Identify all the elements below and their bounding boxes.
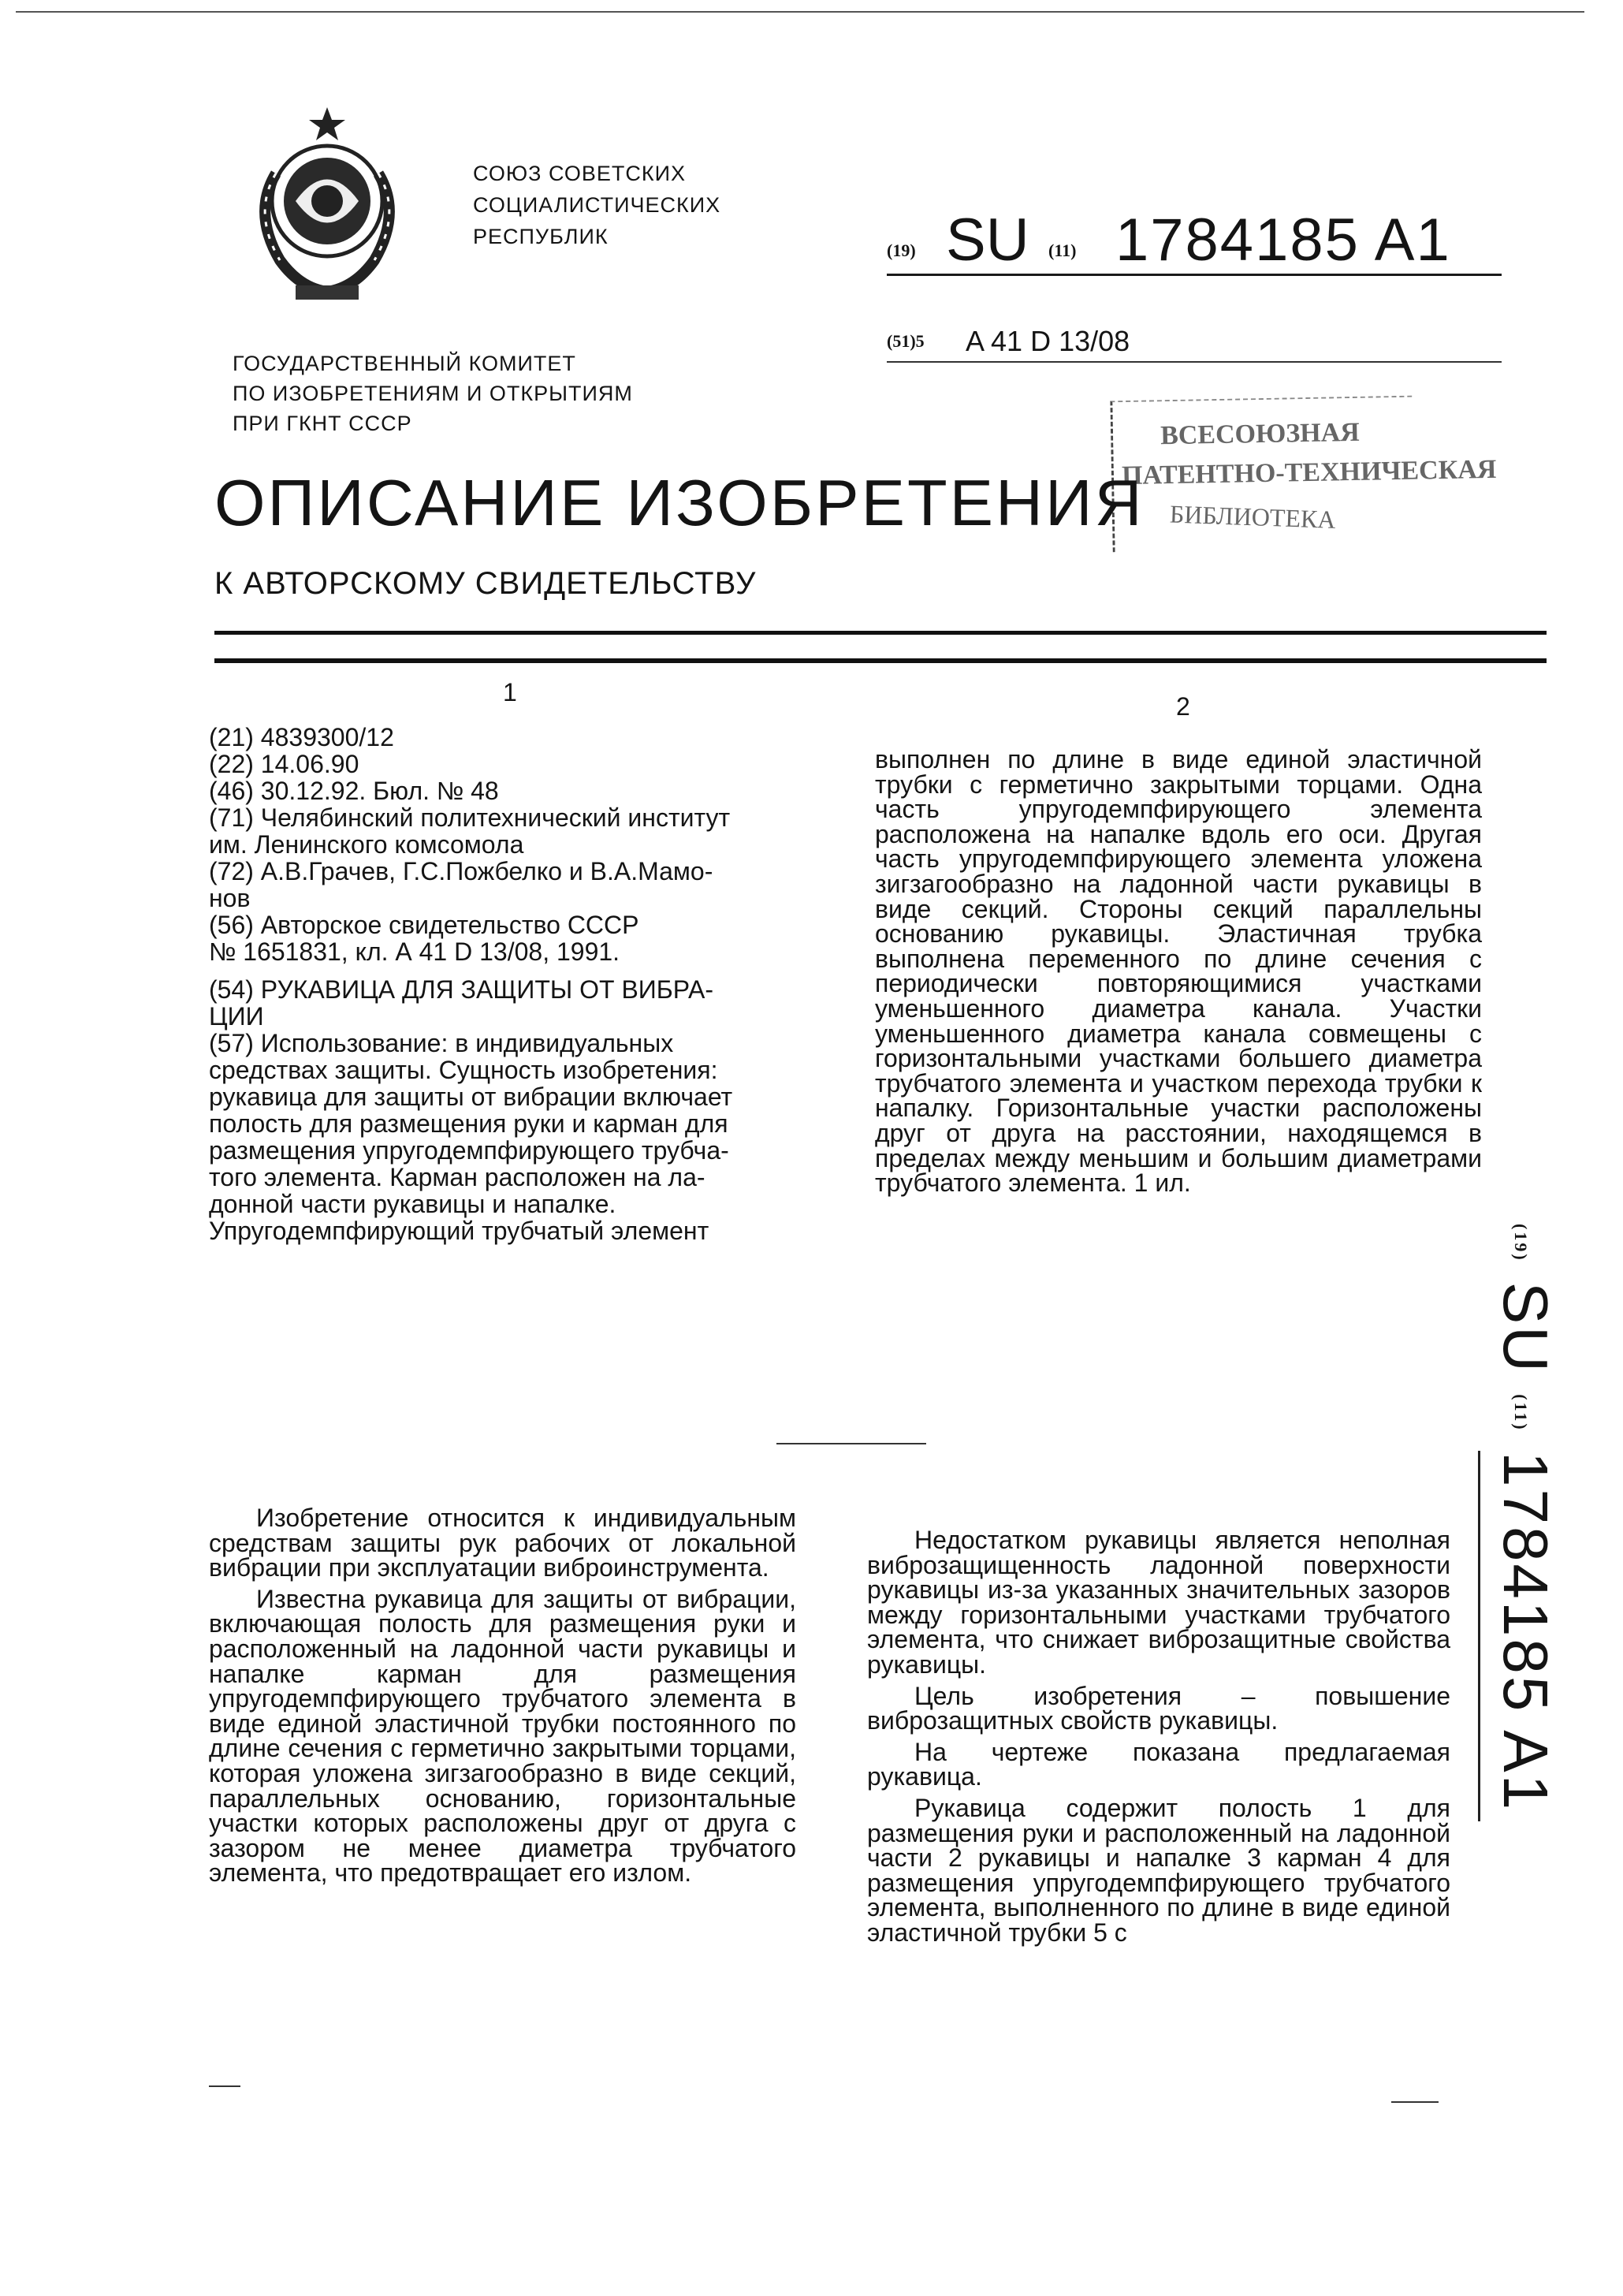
country-code: SU xyxy=(946,207,1029,274)
biblio-line: (46) 30.12.92. Бюл. № 48 xyxy=(209,777,499,805)
footer-dash xyxy=(209,2085,240,2087)
invention-title-line: (54) РУКАВИЦА ДЛЯ ЗАЩИТЫ ОТ ВИБРА- xyxy=(209,975,713,1004)
biblio-line: (72) А.В.Грачев, Г.С.Пожбелко и В.А.Мамо- xyxy=(209,857,713,885)
biblio-line: (71) Челябинский политехнический институт xyxy=(209,803,731,832)
biblio-line: (56) Авторское свидетельство СССР xyxy=(209,911,639,939)
column-number-right: 2 xyxy=(1176,692,1190,721)
biblio-line: им. Ленинского комсомола xyxy=(209,830,524,859)
side-number: 1784185 A1 xyxy=(1491,1451,1561,1813)
code-51: (51)5 xyxy=(887,331,925,351)
committee-name xyxy=(233,348,633,438)
invention-title-line: ЦИИ xyxy=(209,1002,264,1031)
stamp-line: БИБЛИОТЕКА xyxy=(1169,499,1337,534)
biblio-line: (22) 14.06.90 xyxy=(209,750,359,778)
side-code-11: (11) xyxy=(1511,1394,1532,1432)
abstract-line: донной части рукавицы и напалке. xyxy=(209,1190,616,1218)
abstract-line: (57) Использование: в индивидуальных xyxy=(209,1029,674,1057)
union-line: СОЮЗ СОВЕТСКИХ xyxy=(473,162,687,185)
abstract-line: размещения упругодемпфирующего трубча- xyxy=(209,1136,729,1165)
committee-line: ПРИ ГКНТ СССР xyxy=(233,412,412,435)
abstract-line: полость для размещения руки и карман для xyxy=(209,1109,728,1138)
header-rule xyxy=(214,658,1547,663)
bibliographic-column xyxy=(209,724,816,1244)
paragraph: Рукавица содержит полость 1 для размещения руки и расположенный на ладонной части 2 рукавицы и напалке 3 карман 4 для размещения упругодемпфирующего трубчатого элемента, выполненного по длине в виде единой эластичной трубки 5 с xyxy=(867,1793,1450,1947)
footer-dash xyxy=(1391,2101,1439,2103)
ussr-emblem-icon xyxy=(221,102,434,315)
abstract-line: рукавица для защиты от вибрации включает xyxy=(209,1083,733,1111)
column-number-left: 1 xyxy=(503,678,517,706)
side-number-rule xyxy=(1478,1451,1480,1821)
union-line: РЕСПУБЛИК xyxy=(473,225,609,248)
committee-line: ПО ИЗОБРЕТЕНИЯМ И ОТКРЫТИЯМ xyxy=(233,382,633,405)
side-patent-number xyxy=(1489,1224,1561,1813)
top-border-line xyxy=(16,11,1584,13)
biblio-line: нов xyxy=(209,884,251,912)
ipc-block xyxy=(887,323,1502,363)
paragraph: Изобретение относится к индивидуальным средствам защиты рук рабочих от локальной вибрации при эксплуатации виброинструмента. xyxy=(209,1504,796,1582)
section-separator xyxy=(776,1443,926,1444)
abstract-continuation: выполнен по длине в виде единой эластичной трубки с герметично закрытыми торцами. Одна часть упругодемпфирующего элемента расположена на напалке вдоль его оси. Другая часть упругодемпфирующего элемента уложена зигзагообразно на ладонной части рукавицы в виде секций. Стороны секций параллельны основанию рукавицы. Эластичная трубка выполнена переменного по длине сечения с периодически повторяющимися участками уменьшенного диаметра канала. Участки уменьшенного диаметра канала совмещены с горизонтальными участками большего диаметра трубчатого элемента и участком перехода трубки к напалку. Горизонтальные участки расположены друг от друга на расстоянии, находящемся в пределах между меньшим и большим диаметрами трубчатого элемента. 1 ил. xyxy=(875,745,1482,1198)
patent-number: 1784185 A1 xyxy=(1115,207,1451,274)
library-stamp xyxy=(1110,396,1497,553)
code-11: (11) xyxy=(1048,240,1077,260)
patent-number-block xyxy=(887,209,1502,276)
stamp-line: ПАТЕНТНО-ТЕХНИЧЕСКАЯ xyxy=(1121,454,1497,491)
code-19: (19) xyxy=(887,240,916,260)
paragraph: Недостатком рукавицы является неполная виброзащищенность ладонной поверхности рукавицы из-за указанных значительных зазоров между горизонтальными участками трубчатого элемента, что снижает виброзащитные свойства рукавицы. xyxy=(867,1526,1450,1679)
paragraph: Известна рукавица для защиты от вибрации, включающая полость для размещения руки и расположенный на ладонной части рукавицы и напалке карман для размещения упругодемпфирующего трубчатого элемента в виде единой эластичной трубки постоянного по длине сечения с герметично закрытыми торцами, которая уложена зигзагообразно в виде секций, параллельных основанию, горизонтальные участки которых расположены друг от друга с зазором не менее диаметра трубчатого элемента, что предотвращает его излом. xyxy=(209,1584,796,1888)
union-line: СОЦИАЛИСТИЧЕСКИХ xyxy=(473,193,721,217)
description-left-column xyxy=(209,1506,796,1892)
paragraph: Цель изобретения – повышение виброзащитных свойств рукавицы. xyxy=(867,1681,1450,1735)
union-name xyxy=(473,158,720,252)
stamp-line: ВСЕСОЮЗНАЯ xyxy=(1160,417,1361,451)
abstract-line: того элемента. Карман расположен на ла- xyxy=(209,1163,705,1191)
header-rule xyxy=(214,631,1547,635)
paragraph: На чертеже показана предлагаемая рукавица. xyxy=(867,1737,1450,1791)
ipc-class: A 41 D 13/08 xyxy=(966,325,1130,357)
biblio-line: (21) 4839300/12 xyxy=(209,723,394,751)
committee-line: ГОСУДАРСТВЕННЫЙ КОМИТЕТ xyxy=(233,352,576,375)
description-right-column xyxy=(867,1528,1450,1952)
document-title: ОПИСАНИЕ ИЗОБРЕТЕНИЯ xyxy=(214,466,1145,539)
abstract-line: Упругодемпфирующий трубчатый элемент xyxy=(209,1217,709,1245)
biblio-line: № 1651831, кл. А 41 D 13/08, 1991. xyxy=(209,937,620,966)
document-subtitle: К АВТОРСКОМУ СВИДЕТЕЛЬСТВУ xyxy=(214,566,757,601)
side-country-code: SU xyxy=(1491,1281,1561,1375)
abstract-line: средствах защиты. Сущность изобретения: xyxy=(209,1056,718,1084)
side-code-19: (19) xyxy=(1511,1224,1532,1262)
